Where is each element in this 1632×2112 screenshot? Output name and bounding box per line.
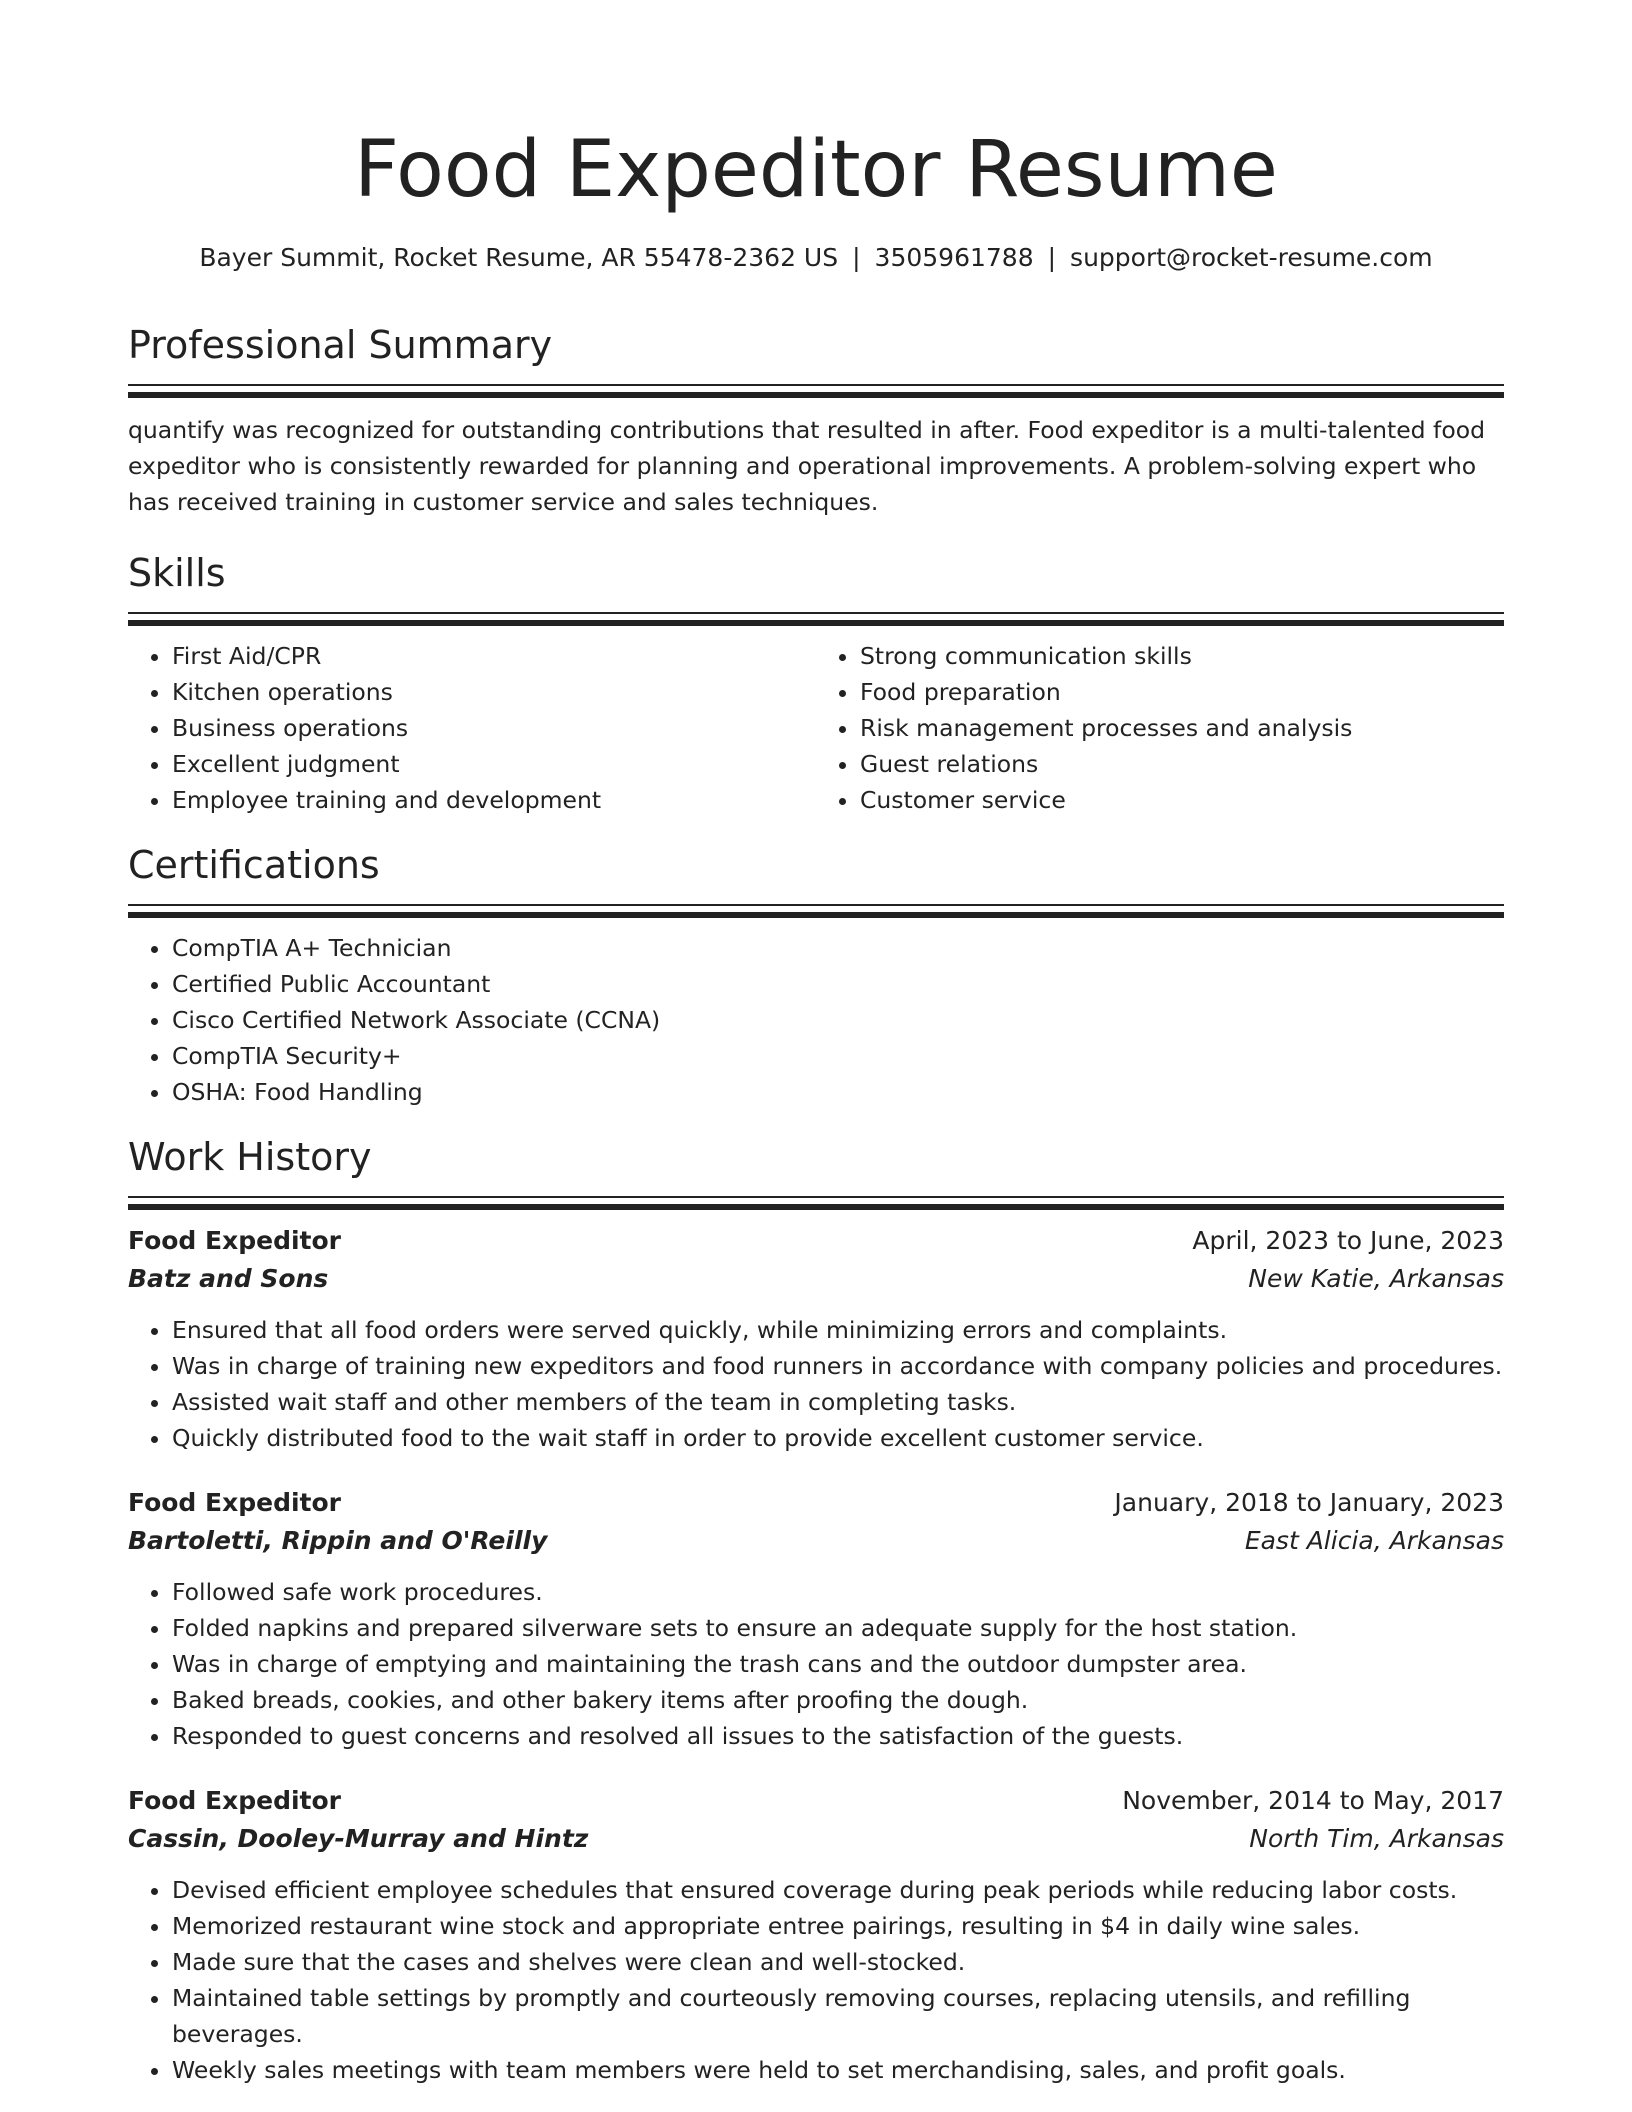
certifications-section [128, 840, 1504, 1110]
job-subheader-row [128, 1522, 1504, 1560]
skills-list-left [128, 638, 816, 818]
job-dates: January, 2018 to January, 2023 [1114, 1488, 1504, 1517]
contact-separator: | [852, 243, 861, 272]
job-header-row [128, 1782, 1504, 1820]
job-bullet: • Was in charge of training new expeditors and food runners in accordance with company policies and procedures. [172, 1348, 1504, 1384]
contact-separator: | [1047, 243, 1057, 272]
skill-item: • Kitchen operations [172, 674, 816, 710]
job-bullets [128, 1872, 1504, 2088]
skill-item: • Food preparation [860, 674, 1504, 710]
job-location: North Tim, Arkansas [1249, 1824, 1504, 1853]
job-bullets [128, 1574, 1504, 1754]
job-bullet: • Weekly sales meetings with team members were held to set merchandising, sales, and profit goals. [172, 2052, 1504, 2088]
section-divider [128, 904, 1504, 918]
job-location: East Alicia, Arkansas [1244, 1526, 1504, 1555]
job-title: Food Expeditor [128, 1786, 341, 1815]
skill-item: • Business operations [172, 710, 816, 746]
summary-section [128, 320, 1504, 520]
contact-email: support@rocket-resume.com [1070, 243, 1433, 272]
job-bullets [128, 1312, 1504, 1456]
job-company: Cassin, Dooley-Murray and Hintz [128, 1824, 589, 1853]
work-history-section [128, 1132, 1504, 2088]
certification-item: • Certified Public Accountant [172, 966, 1504, 1002]
job-bullet: • Followed safe work procedures. [172, 1574, 1504, 1610]
certification-item: • Cisco Certified Network Associate (CCNA) [172, 1002, 1504, 1038]
job-bullet: • Folded napkins and prepared silverware sets to ensure an adequate supply for the host station. [172, 1610, 1504, 1646]
skill-item: • Risk management processes and analysis [860, 710, 1504, 746]
section-heading: Work History [128, 1135, 372, 1179]
skills-columns [128, 638, 1504, 818]
skill-item: • Customer service [860, 782, 1504, 818]
skill-item: • Strong communication skills [860, 638, 1504, 674]
job-location: New Katie, Arkansas [1248, 1264, 1504, 1293]
section-heading: Skills [128, 551, 226, 595]
job-header-row [128, 1222, 1504, 1260]
section-divider [128, 384, 1504, 398]
job-bullet: • Maintained table settings by promptly and courteously removing courses, replacing utensils, and refilling beverages. [172, 1980, 1504, 2052]
job-company: Bartoletti, Rippin and O'Reilly [128, 1526, 548, 1555]
resume-title: Food Expeditor Resume [354, 125, 1278, 215]
certifications-list [128, 930, 1504, 1110]
job-bullet: • Devised efficient employee schedules that ensured coverage during peak periods while reducing labor costs. [172, 1872, 1504, 1908]
job-subheader-row [128, 1260, 1504, 1298]
skills-section [128, 548, 1504, 818]
job-subheader-row [128, 1820, 1504, 1858]
job-dates: November, 2014 to May, 2017 [1122, 1786, 1504, 1815]
section-divider [128, 612, 1504, 626]
job-entry [128, 1484, 1504, 1754]
section-divider [128, 1196, 1504, 1210]
job-entry [128, 1782, 1504, 2088]
job-bullet: • Memorized restaurant wine stock and appropriate entree pairings, resulting in $4 in daily wine sales. [172, 1908, 1504, 1944]
contact-address: Bayer Summit, Rocket Resume, AR 55478-2362 US [199, 243, 839, 272]
certification-item: • CompTIA Security+ [172, 1038, 1504, 1074]
job-bullet: • Made sure that the cases and shelves were clean and well-stocked. [172, 1944, 1504, 1980]
contact-line [128, 240, 1504, 276]
skill-item: • Guest relations [860, 746, 1504, 782]
job-bullet: • Responded to guest concerns and resolved all issues to the satisfaction of the guests. [172, 1718, 1504, 1754]
job-title: Food Expeditor [128, 1488, 341, 1517]
certification-item: • OSHA: Food Handling [172, 1074, 1504, 1110]
skill-item: • Excellent judgment [172, 746, 816, 782]
skill-item: • Employee training and development [172, 782, 816, 818]
job-company: Batz and Sons [128, 1264, 329, 1293]
job-bullet: • Was in charge of emptying and maintaining the trash cans and the outdoor dumpster area. [172, 1646, 1504, 1682]
job-bullet: • Baked breads, cookies, and other bakery items after proofing the dough. [172, 1682, 1504, 1718]
certification-item: • CompTIA A+ Technician [172, 930, 1504, 966]
skill-item: • First Aid/CPR [172, 638, 816, 674]
job-header-row [128, 1484, 1504, 1522]
section-heading: Certifications [128, 843, 380, 887]
summary-text: quantify was recognized for outstanding contributions that resulted in after. Food expeditor is a multi-talented food expeditor who is consistently rewarded for planning and operational improvements. A problem-solving expert who has received training in customer service and sales techniques. [128, 416, 1485, 516]
job-bullet: • Quickly distributed food to the wait staff in order to provide excellent customer service. [172, 1420, 1504, 1456]
job-bullet: • Assisted wait staff and other members of the team in completing tasks. [172, 1384, 1504, 1420]
section-heading: Professional Summary [128, 323, 553, 367]
job-bullet: • Ensured that all food orders were served quickly, while minimizing errors and complaints. [172, 1312, 1504, 1348]
job-title: Food Expeditor [128, 1226, 341, 1255]
skills-list-right [816, 638, 1504, 818]
job-entry [128, 1222, 1504, 1456]
job-dates: April, 2023 to June, 2023 [1192, 1226, 1504, 1255]
contact-phone: 3505961788 [874, 243, 1034, 272]
